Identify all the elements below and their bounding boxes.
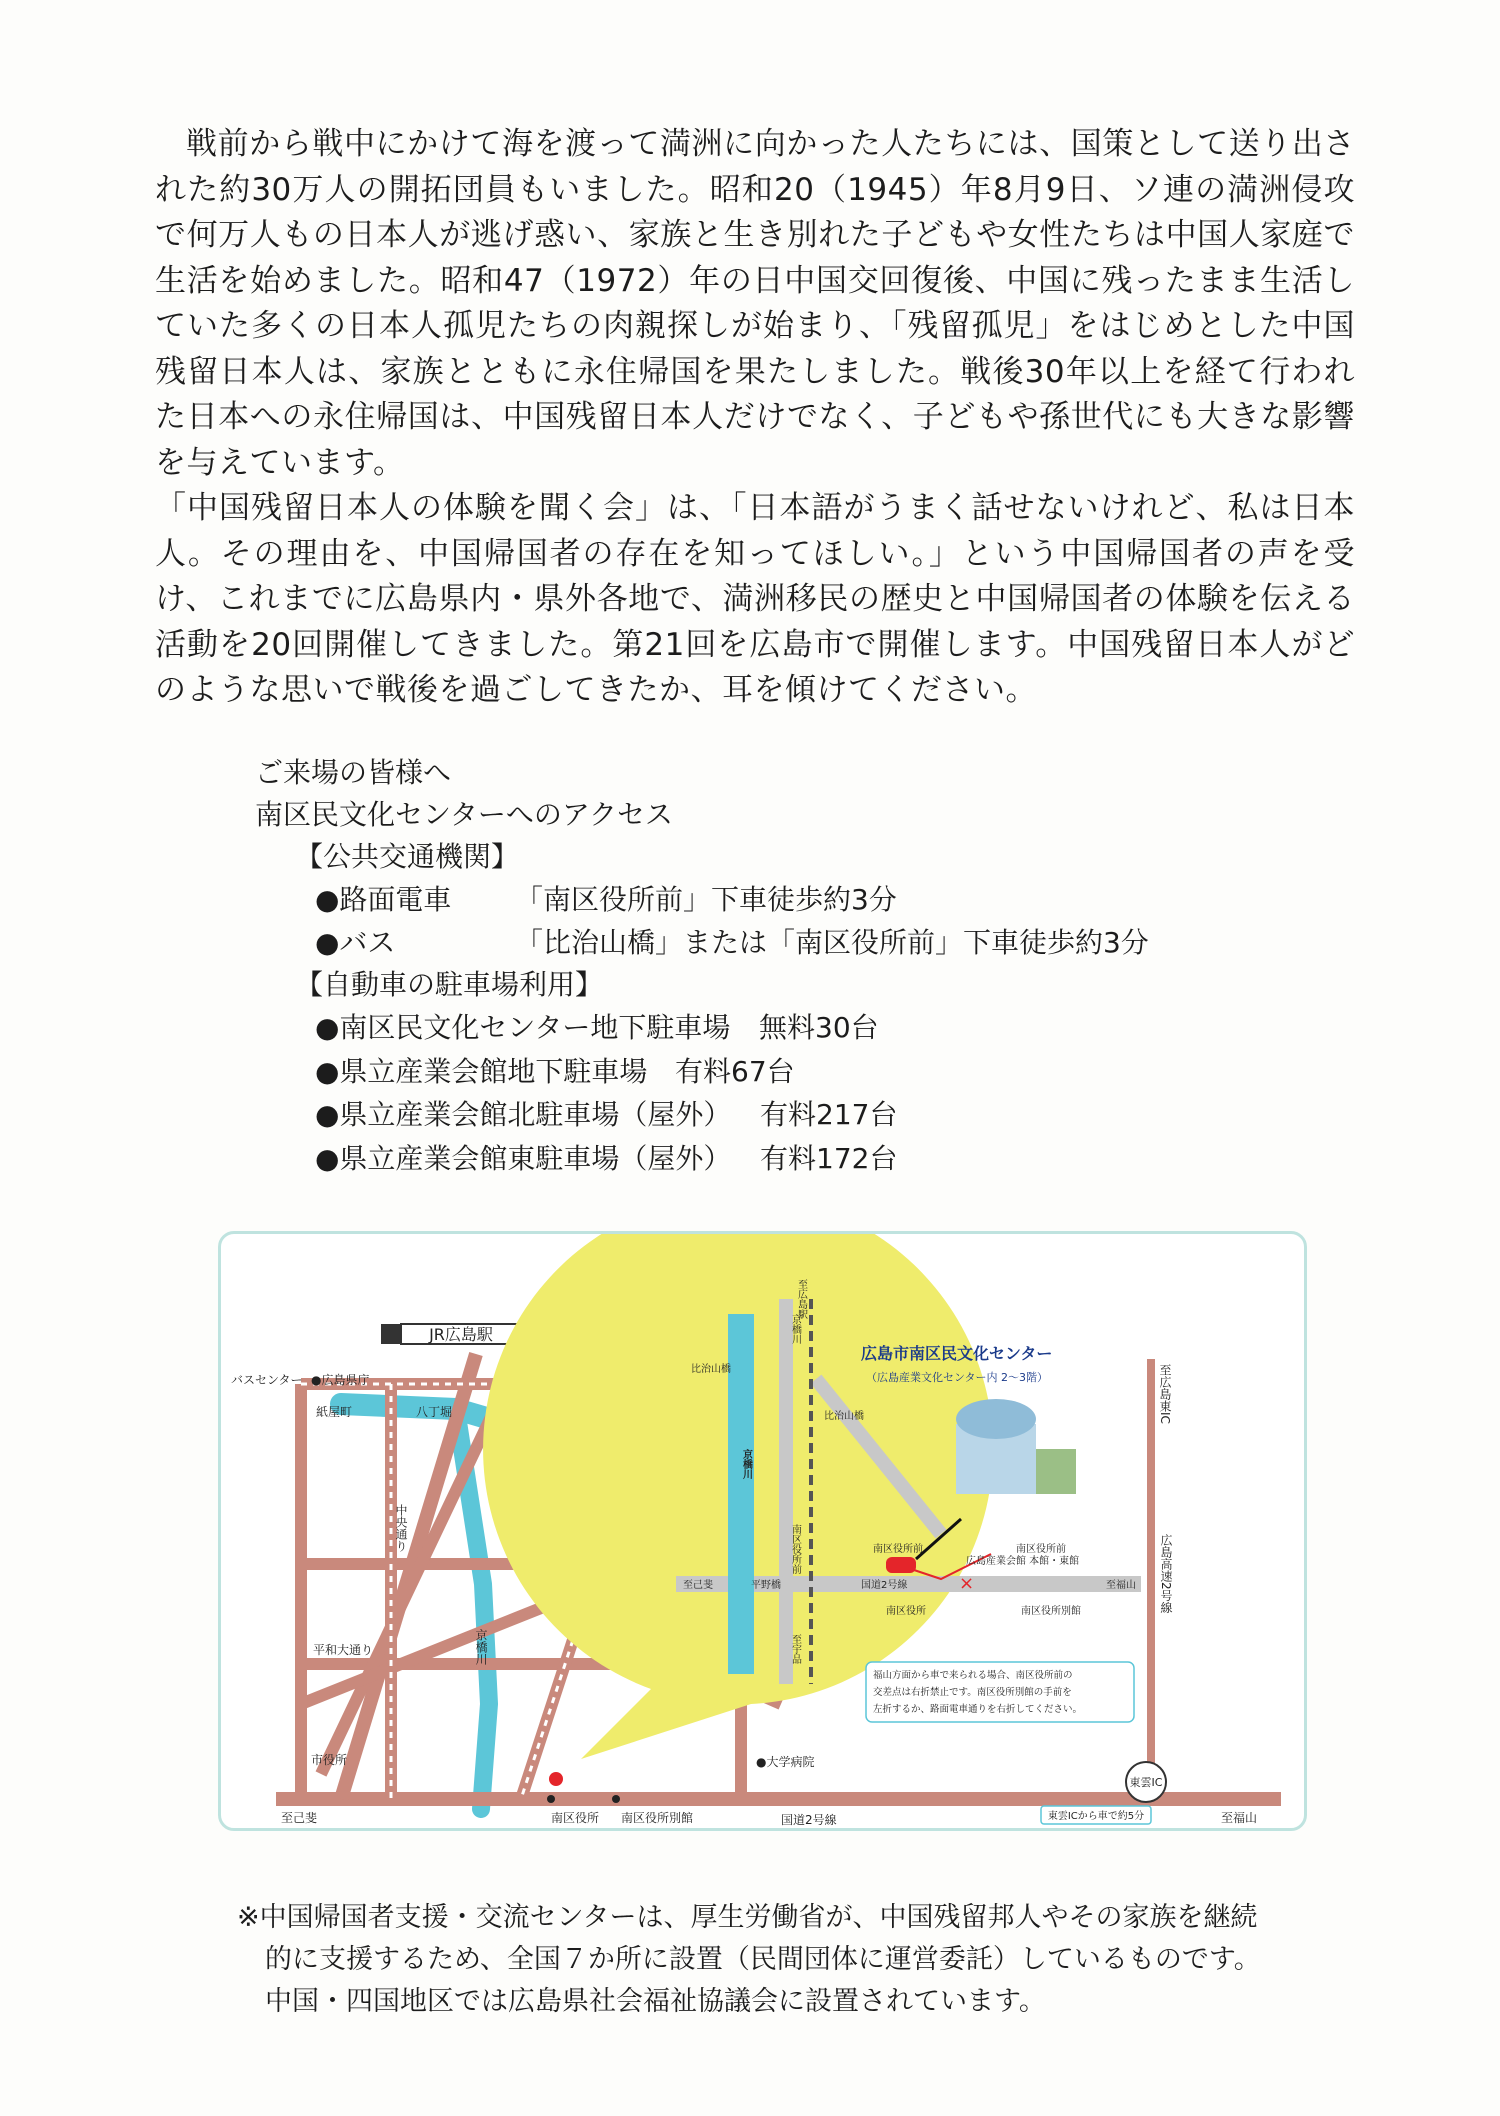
parking-item <box>315 1010 879 1046</box>
parking-fee: 有料67台 <box>675 1055 795 1088</box>
parking-name: ●県立産業会館地下駐車場 <box>315 1055 648 1088</box>
label-expressway: 広島高速2号線 <box>1159 1534 1173 1614</box>
label-city-hall: 市役所 <box>311 1753 348 1767</box>
station-label: JR広島駅 <box>429 1325 493 1344</box>
parking-item <box>315 1054 795 1090</box>
ward-annex-dot <box>612 1795 620 1803</box>
parking-item <box>315 1141 898 1177</box>
inset-to-hiroshima-station: 至広島駅 <box>795 1279 807 1319</box>
inset-ward-office: 南区役所 <box>886 1606 926 1617</box>
parking-name: ●県立産業会館東駐車場（屋外） <box>315 1142 732 1175</box>
inset-kyobashi-river: 京橋川 <box>740 1449 752 1479</box>
inset-to-ujina: 至宇品 <box>789 1634 801 1664</box>
inset-ward-front-stop: 南区役所前 <box>873 1544 923 1555</box>
inset-ward-front-right: 南区役所前 <box>1016 1544 1066 1555</box>
intro-paragraph-2: 「中国残留日本人の体験を聞く会」は、「日本語がうまく話せないけれど、私は日本人。その理由を、中国帰国者の存在を知ってほしい。」という中国帰国者の声を受け、これまでに広島県内・県外各地で、満洲移民の歴史と中国帰国者の体験を伝える活動を20回開催してきました。第21回を広島市で開催します。中国残留日本人がどのような思いで戦後を過ごしてきたか、耳を傾けてください。 <box>155 490 1355 708</box>
inset-note-line: 左折するか、路面電車通りを右折してください。 <box>873 1704 1083 1715</box>
label-university-hospital: ●大学病院 <box>756 1755 815 1769</box>
parking-fee: 無料30台 <box>759 1011 879 1044</box>
inset-hijiyama-bridge-stop: 比治山橋 <box>824 1411 864 1422</box>
inset-venue-marker <box>886 1557 916 1573</box>
label-ic-time: 東雲ICから車で約5分 <box>1047 1811 1145 1822</box>
transit-tram <box>315 882 897 918</box>
inset-to-fukuyama: 至福山 <box>1106 1580 1136 1591</box>
label-to-fukuyama: 至福山 <box>1221 1811 1258 1825</box>
inset-subtitle: （広島産業文化センター内 2～3階） <box>866 1371 1049 1384</box>
parking-name: ●南区民文化センター地下駐車場 <box>315 1011 731 1044</box>
transit-bus <box>315 925 1149 961</box>
access-title: 南区民文化センターへのアクセス <box>255 798 674 831</box>
label-heiwa-odori: 平和大通り <box>313 1643 374 1657</box>
inset-ward-front-street: 南区役所前 <box>789 1524 801 1574</box>
intro-section <box>155 122 1355 714</box>
ward-office-dot <box>547 1795 555 1803</box>
footnote-line: ※中国帰国者支援・交流センターは、厚生労働省が、中国残留邦人やその家族を継続 <box>237 1902 1258 1933</box>
inset-map <box>483 1234 1141 1759</box>
intro-paragraph-1: 戦前から戦中にかけて海を渡って満洲に向かった人たちには、国策として送り出された約30万人の開拓団員もいました。昭和20（1945）年8月9日、ソ連の満洲侵攻で何万人もの日本人が逃げ惑い、家族と生き別れた子どもや女性たちは中国人家庭で生活を始めました。昭和47（1972）年の日中国交回復後、中国に残ったまま生活していた多くの日本人孤児たちの肉親探しが始まり、「残留孤児」をはじめとした中国残留日本人は、家族とともに永住帰国を果たしました。戦後30年以上を経て行われた日本への永住帰国は、中国残留日本人だけでなく、子どもや孫世代にも大きな影響を与えています。 <box>155 126 1355 481</box>
label-higashi-ic: 東雲IC <box>1129 1776 1163 1789</box>
access-greeting: ご来場の皆様へ <box>255 756 452 789</box>
label-ward-office: 南区役所 <box>551 1811 600 1825</box>
label-to-hiroshima-higashi-ic: 至広島東IC <box>1158 1364 1172 1424</box>
inset-note-line: 交差点は右折禁止です。南区役所別館の手前を <box>873 1687 1072 1698</box>
no-right-turn-mark: × <box>959 1573 975 1594</box>
footnote-line: 的に支援するため、全国７か所に設置（民間団体に運営委託）しているものです。 <box>265 1944 1261 1975</box>
inset-to-koi: 至己斐 <box>683 1580 713 1591</box>
transit-bus-label: ●バス <box>315 926 396 959</box>
label-route2: 国道2号線 <box>781 1813 837 1827</box>
inset-national-route: 国道2号線 <box>861 1580 908 1591</box>
transit-tram-detail: 「南区役所前」下車徒歩約3分 <box>515 883 897 916</box>
parking-name: ●県立産業会館北駐車場（屋外） <box>315 1098 732 1131</box>
public-transport-heading: 【公共交通機関】 <box>295 840 520 873</box>
label-kyobashi-river: 京橋川 <box>474 1629 488 1665</box>
inset-title: 広島市南区民文化センター <box>861 1344 1053 1363</box>
inset-kyobashi-vertical: 京橋川 <box>789 1314 801 1344</box>
inset-note-line: 福山方面から車で来られる場合、南区役所前の <box>873 1670 1073 1681</box>
parking-fee: 有料217台 <box>760 1098 898 1131</box>
label-chuo-dori: 中央通り <box>394 1504 408 1552</box>
transit-tram-label: ●路面電車 <box>315 883 452 916</box>
inset-ward-annex: 南区役所別館 <box>1021 1606 1081 1617</box>
access-map <box>218 1231 1307 1831</box>
footnote-line: 中国・四国地区では広島県社会福祉協議会に設置されています。 <box>265 1986 1046 2017</box>
venue-building-illustration <box>956 1399 1076 1494</box>
label-kamiyacho: 紙屋町 <box>316 1405 353 1419</box>
inset-hijiyama-bridge-left: 比治山橋 <box>691 1364 731 1375</box>
label-bus-center: バスセンター <box>231 1373 303 1387</box>
label-to-koi: 至己斐 <box>281 1811 318 1825</box>
parking-fee: 有料172台 <box>760 1142 898 1175</box>
label-ward-annex: 南区役所別館 <box>621 1811 694 1825</box>
parking-heading: 【自動車の駐車場利用】 <box>295 968 604 1001</box>
parking-item <box>315 1097 898 1133</box>
label-prefectural-office: ●広島県庁 <box>311 1373 370 1387</box>
transit-bus-detail: 「比治山橋」または「南区役所前」下車徒歩約3分 <box>515 926 1149 959</box>
label-hatchobori: 八丁堀 <box>416 1405 453 1419</box>
venue-marker <box>549 1772 563 1786</box>
inset-industry-hall: 広島産業会館 本館・東館 <box>966 1556 1080 1567</box>
inset-hirano-bridge: 平野橋 <box>751 1580 781 1591</box>
